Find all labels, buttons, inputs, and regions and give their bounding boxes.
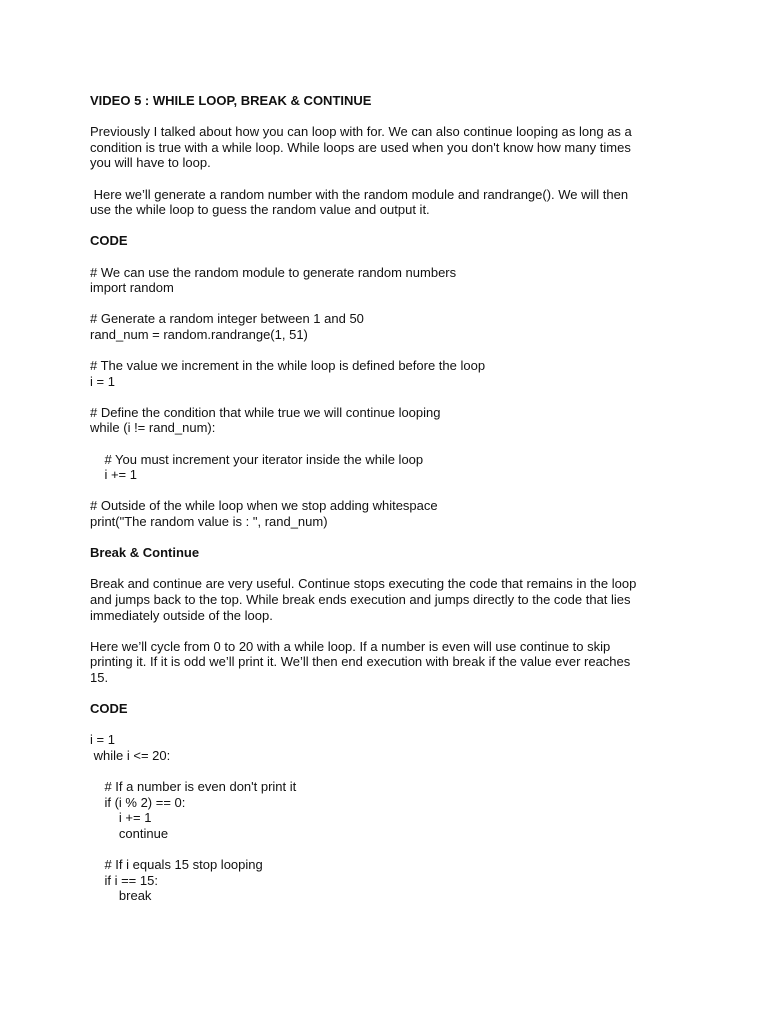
code-line: # Define the condition that while true we will continue looping xyxy=(90,404,441,420)
code-line: continue xyxy=(90,825,169,841)
code-line: print("The random value is : ", rand_num) xyxy=(90,514,328,530)
paragraph-line: Here we’ll cycle from 0 to 20 with a while loop. If a number is even will use continue to skip xyxy=(90,638,611,654)
code-line: # You must increment your iterator inside the while loop xyxy=(90,451,424,467)
code-line: break xyxy=(90,888,152,904)
paragraph-line: and jumps back to the top. While break ends execution and jumps directly to the code that lies xyxy=(90,592,631,607)
code-heading: CODE xyxy=(90,233,128,249)
page-title: VIDEO 5 : WHILE LOOP, BREAK & CONTINUE xyxy=(90,93,372,108)
code-line: if (i % 2) == 0: xyxy=(90,794,186,810)
paragraph-line: immediately outside of the loop. xyxy=(90,607,273,623)
intro2-line: use the while loop to guess the random value and output it. xyxy=(90,202,430,218)
document-body xyxy=(90,93,690,904)
intro-line: Previously I talked about how you can loop with for. We can also continue looping as long as a xyxy=(90,124,632,140)
intro-line: you will have to loop. xyxy=(90,155,211,171)
intro-line: condition is true with a while loop. While loops are used when you don't know how many times xyxy=(90,139,631,155)
code-line: while i <= 20: xyxy=(90,747,171,763)
code-line: i += 1 xyxy=(90,467,137,483)
code-line: if i == 15: xyxy=(90,872,158,888)
code-line: while (i != rand_num): xyxy=(90,420,216,436)
code-line: i = 1 xyxy=(90,732,115,748)
code-line: rand_num = random.randrange(1, 51) xyxy=(90,326,308,342)
code-line: # If a number is even don't print it xyxy=(90,779,297,795)
code-line: # We can use the random module to generate random numbers xyxy=(90,264,457,280)
paragraph-line: printing it. If it is odd we’ll print it. We’ll then end execution with break if the value ever reaches xyxy=(90,654,631,670)
code-heading: CODE xyxy=(90,701,128,717)
code-line: # Generate a random integer between 1 and 50 xyxy=(90,311,364,327)
code-line: import random xyxy=(90,280,174,296)
code-line: # The value we increment in the while loop is defined before the loop xyxy=(90,358,486,374)
paragraph-line: 15. xyxy=(90,669,109,685)
intro2-line: Here we’ll generate a random number with the random module and randrange(). We will then xyxy=(90,186,629,202)
code-line: i = 1 xyxy=(90,373,115,389)
code-line: # Outside of the while loop when we stop adding whitespace xyxy=(90,498,438,514)
code-line: i += 1 xyxy=(90,810,152,826)
paragraph-line: Break and continue are very useful. Continue stops executing the code that remains in the loop xyxy=(90,576,637,592)
section-heading: Break & Continue xyxy=(90,545,200,561)
code-line: # If i equals 15 stop looping xyxy=(90,857,263,873)
